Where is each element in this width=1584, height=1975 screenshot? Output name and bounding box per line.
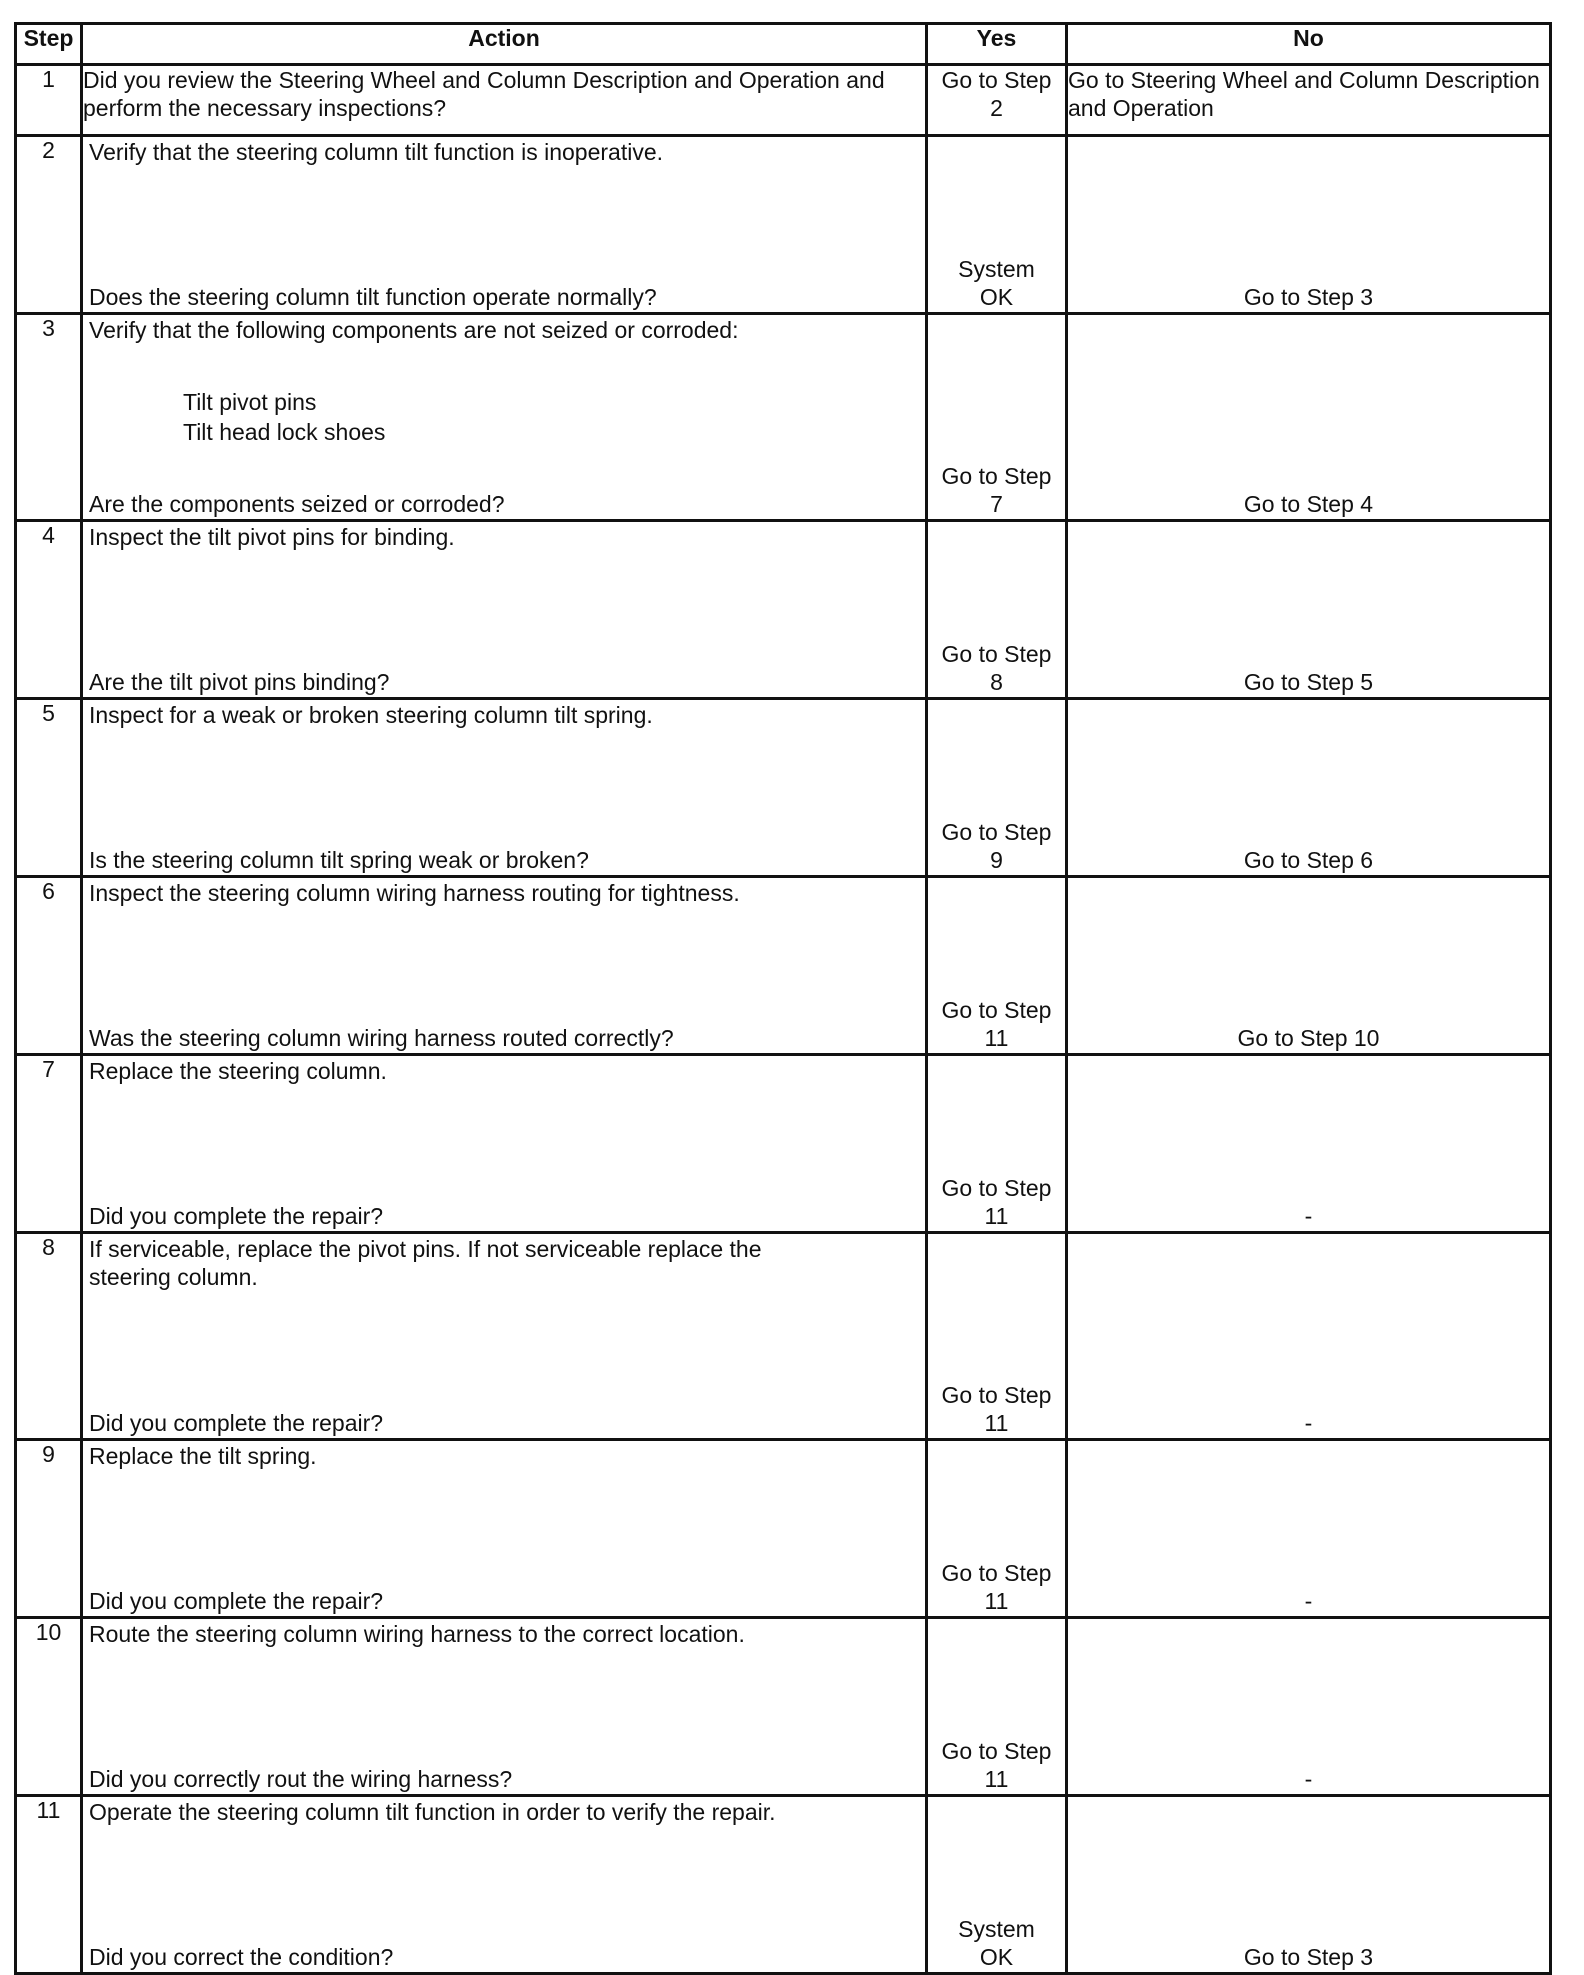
no-result <box>1067 699 1551 877</box>
step-number: 6 <box>16 877 82 1055</box>
list-item: Tilt head lock shoes <box>183 419 386 445</box>
action-instruction: Route the steering column wiring harness to the correct location. <box>89 1621 745 1647</box>
action-cell <box>82 877 927 1055</box>
action-instruction: Inspect the steering column wiring harness routing for tightness. <box>89 880 740 906</box>
yes-line2: 7 <box>990 491 1003 517</box>
no-result <box>1067 877 1551 1055</box>
no-text: Go to Step 4 <box>1243 491 1374 517</box>
diagnostic-table <box>14 22 1552 1975</box>
yes-line1: Go to Step <box>941 819 1052 845</box>
yes-line2: 11 <box>984 1766 1009 1792</box>
table-row <box>16 521 1551 699</box>
yes-line1: Go to Step <box>941 1175 1052 1201</box>
no-result <box>1067 1440 1551 1618</box>
yes-line1: System <box>958 1916 1035 1942</box>
yes-result <box>927 1233 1067 1440</box>
no-result <box>1067 1618 1551 1796</box>
table-row <box>16 699 1551 877</box>
yes-result <box>927 1796 1067 1974</box>
yes-text: Go to Step 2 <box>941 67 1052 121</box>
action-cell <box>82 314 927 521</box>
action-question: Did you correctly rout the wiring harness? <box>89 1766 513 1792</box>
table-row <box>16 877 1551 1055</box>
yes-line2: OK <box>979 1944 1014 1970</box>
no-text: Go to Step 5 <box>1243 669 1374 695</box>
action-instruction: Replace the tilt spring. <box>89 1443 317 1469</box>
no-result <box>1067 1796 1551 1974</box>
action-cell <box>82 521 927 699</box>
action-instruction: Replace the steering column. <box>89 1058 387 1084</box>
step-number: 3 <box>16 314 82 521</box>
yes-line2: 11 <box>984 1203 1009 1229</box>
action-question: Did you complete the repair? <box>89 1203 384 1229</box>
step-number: 5 <box>16 699 82 877</box>
no-result <box>1067 521 1551 699</box>
table-row <box>16 1796 1551 1974</box>
step-number: 1 <box>16 65 82 136</box>
yes-result <box>927 521 1067 699</box>
yes-line1: Go to Step <box>941 463 1052 489</box>
yes-line2: OK <box>979 284 1014 310</box>
action-text: Did you review the Steering Wheel and Column Description and Operation and perform the necessary inspections? <box>82 65 927 136</box>
yes-line2: 11 <box>984 1025 1009 1051</box>
table-row <box>16 1618 1551 1796</box>
yes-result <box>927 1055 1067 1233</box>
action-question: Is the steering column tilt spring weak or broken? <box>89 847 589 873</box>
action-cell <box>82 1440 927 1618</box>
yes-result <box>927 314 1067 521</box>
yes-result <box>927 877 1067 1055</box>
action-instruction: If serviceable, replace the pivot pins. If not serviceable replace the steering column. <box>89 1236 762 1290</box>
header-action: Action <box>82 24 927 65</box>
action-question: Did you complete the repair? <box>89 1588 384 1614</box>
header-step: Step <box>16 24 82 65</box>
yes-line2: 11 <box>984 1410 1009 1436</box>
no-text: Go to Step 6 <box>1243 847 1374 873</box>
no-text: - <box>1304 1410 1313 1436</box>
yes-line2: 8 <box>990 669 1003 695</box>
action-question: Are the components seized or corroded? <box>89 491 505 517</box>
step-number: 2 <box>16 136 82 314</box>
no-text: - <box>1304 1766 1313 1792</box>
yes-line1: Go to Step <box>941 1560 1052 1586</box>
yes-line1: System <box>958 256 1035 282</box>
no-result <box>1067 136 1551 314</box>
action-cell <box>82 1796 927 1974</box>
yes-result <box>927 699 1067 877</box>
action-instruction: Verify that the following components are not seized or corroded: <box>89 317 739 343</box>
no-text: Go to Step 10 <box>1237 1025 1380 1051</box>
no-text: Go to Step 3 <box>1243 284 1374 310</box>
component-list <box>183 387 385 447</box>
yes-result <box>927 136 1067 314</box>
no-result <box>1067 314 1551 521</box>
step-number: 10 <box>16 1618 82 1796</box>
step-number: 11 <box>16 1796 82 1974</box>
list-item: Tilt pivot pins <box>183 389 317 415</box>
table-row <box>16 65 1551 136</box>
table-row <box>16 136 1551 314</box>
no-text: Go to Step 3 <box>1243 1944 1374 1970</box>
header-no: No <box>1067 24 1551 65</box>
no-result: Go to Steering Wheel and Column Description and Operation <box>1067 65 1551 136</box>
step-number: 8 <box>16 1233 82 1440</box>
action-instruction: Inspect for a weak or broken steering column tilt spring. <box>89 702 653 728</box>
table-row <box>16 1055 1551 1233</box>
action-cell <box>82 136 927 314</box>
action-cell <box>82 1618 927 1796</box>
action-question: Did you complete the repair? <box>89 1410 384 1436</box>
action-question: Was the steering column wiring harness routed correctly? <box>89 1025 674 1051</box>
header-yes: Yes <box>927 24 1067 65</box>
yes-line1: Go to Step <box>941 997 1052 1023</box>
no-text: - <box>1304 1588 1313 1614</box>
action-question: Did you correct the condition? <box>89 1944 394 1970</box>
action-cell <box>82 1233 927 1440</box>
yes-result <box>927 65 1067 136</box>
yes-line1: Go to Step <box>941 641 1052 667</box>
yes-line2: 11 <box>984 1588 1009 1614</box>
no-text: - <box>1304 1203 1313 1229</box>
action-question: Does the steering column tilt function operate normally? <box>89 284 657 310</box>
action-instruction: Verify that the steering column tilt function is inoperative. <box>89 139 664 165</box>
action-instruction: Operate the steering column tilt function in order to verify the repair. <box>89 1799 776 1825</box>
step-number: 4 <box>16 521 82 699</box>
header-row <box>16 24 1551 65</box>
table-row <box>16 1233 1551 1440</box>
step-number: 9 <box>16 1440 82 1618</box>
action-cell <box>82 699 927 877</box>
table-row <box>16 1440 1551 1618</box>
action-instruction: Inspect the tilt pivot pins for binding. <box>89 524 455 550</box>
yes-line2: 9 <box>990 847 1003 873</box>
table-row <box>16 314 1551 521</box>
yes-line1: Go to Step <box>941 1382 1052 1408</box>
yes-result <box>927 1440 1067 1618</box>
action-cell <box>82 1055 927 1233</box>
no-result <box>1067 1055 1551 1233</box>
yes-line1: Go to Step <box>941 1738 1052 1764</box>
no-result <box>1067 1233 1551 1440</box>
action-question: Are the tilt pivot pins binding? <box>89 669 390 695</box>
yes-result <box>927 1618 1067 1796</box>
step-number: 7 <box>16 1055 82 1233</box>
